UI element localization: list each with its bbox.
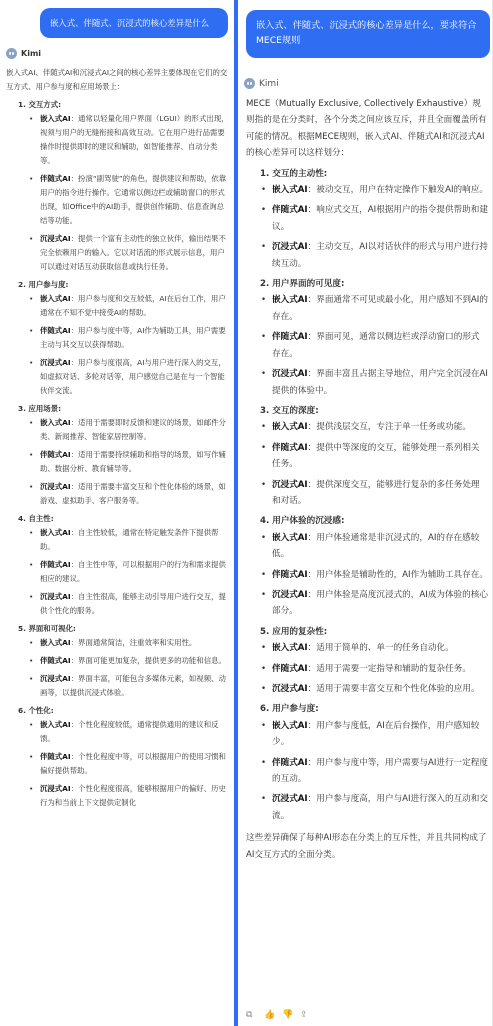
item-lead: 沉浸式AI [272,242,308,253]
item-lead: 嵌入式AI [40,294,71,303]
share-icon[interactable]: ⇪ [300,1010,308,1020]
item-text: ：提供深度交互，能够进行复杂的多任务处理和对话。 [272,479,480,506]
item-text: ：提供一个富有主动性的独立伙伴，输出结果不完全依赖用户的输入。它以对话流的形式展示信息，用户可以通过对话互动获取信息或执行任务。 [40,234,226,271]
list-item [272,292,488,325]
assistant-header [244,78,279,89]
list-item [272,440,488,473]
section-list [246,419,488,509]
list-item [40,112,230,168]
list-item [40,292,230,320]
item-text: ：用户参与度和交互较低，AI在后台工作，用户通常在不知不觉中接受AI的帮助。 [40,294,226,317]
item-text: ：个性化程度中等，可以根据用户的使用习惯和偏好提供帮助。 [40,752,226,775]
item-text: ：用户体验是高度沉浸式的，AI成为体验的核心部分。 [272,589,488,617]
item-lead: 伴随式AI [40,656,71,665]
item-lead: 沉浸式AI [40,784,71,793]
right-conversation-panel [238,0,493,1026]
section-title: 4. 自主性: [18,514,54,523]
item-lead: 嵌入式AI [272,185,308,196]
list-item [40,324,230,352]
item-lead: 嵌入式AI [272,643,308,654]
item-text: ：被动交互，用户在特定操作下触发AI的响应。 [307,185,488,196]
item-lead: 嵌入式AI [272,720,308,731]
item-lead: 嵌入式AI [40,720,71,729]
section-title: 5. 界面和可视化: [18,624,76,633]
section-title: 1. 交互方式: [18,100,62,109]
item-lead: 伴随式AI [272,757,308,768]
list-item [272,587,488,620]
list-item [40,232,230,274]
item-text: ：适用于简单的、单一的任务自动化。 [307,643,454,654]
item-lead: 沉浸式AI [272,589,308,600]
list-item [40,718,230,746]
item-lead: 沉浸式AI [40,358,71,367]
section-title: 2. 用户参与度: [18,280,69,289]
item-lead: 伴随式AI [272,332,308,343]
list-item [272,791,488,824]
list-item [40,558,230,586]
section-list [6,416,230,508]
thumbs-up-icon[interactable]: 👍 [264,1010,276,1020]
list-item [272,530,488,563]
section-list [246,182,488,272]
item-text: ：个性化程度很高，能够根据用户的偏好、历史行为和当前上下文提供定制化 [40,784,226,807]
assistant-name: Kimi [259,78,279,89]
list-item [40,480,230,508]
item-text: ：适用于需要即时反馈和建议的场景，如邮件分类、新闻推荐、智能家居控制等。 [40,418,226,441]
section-title: 3. 交互的深度: [260,405,319,416]
list-item [272,419,488,435]
list-item [40,356,230,398]
kimi-avatar-icon [6,48,17,59]
answer-outro: 这些差异确保了每种AI形态在分类上的互斥性，并且共同构成了AI交互方式的全面分类。 [246,833,487,860]
item-lead: 嵌入式AI [272,532,308,543]
thumbs-down-icon[interactable]: 👎 [282,1010,294,1020]
section-list [246,718,488,824]
list-item [40,416,230,444]
item-lead: 沉浸式AI [40,592,71,601]
item-lead: 伴随式AI [40,450,71,459]
list-item [40,448,230,476]
list-item [272,239,488,272]
item-text: ：界面丰富，可能包含多媒体元素，如视频、动画等，以提供沉浸式体验。 [40,674,226,697]
section-list [6,718,230,810]
answer-intro: 嵌入式AI、伴随式AI和沉浸式AI之间的核心差异主要体现在它们的交互方式、用户参与度和应用场景上： [6,68,228,91]
section-list [6,292,230,398]
section-list [6,636,230,700]
list-item [272,661,488,677]
section-title: 6. 个性化: [18,706,54,715]
assistant-answer [246,96,488,863]
item-text: ：自主性较低，通常在特定触发条件下提供帮助。 [40,528,219,551]
section-list [6,112,230,274]
assistant-answer [6,66,230,814]
item-text: ：适用于需要丰富交互和个性化体验的场景，如游戏、虚拟助手、客户服务等。 [40,482,226,505]
list-item [272,366,488,399]
list-item [272,567,488,583]
item-text: ：界面通常简洁，注重效率和实用性。 [70,638,197,647]
answer-intro: MECE（Mutually Exclusive, Collectively Exhaustive）规则指的是在分类时，各个分类之间应该互斥，并且全面覆盖所有可能的情况。根据MECE规则，嵌入式AI、伴随式AI和沉浸式AI的核心差异可以这样划分： [246,99,487,159]
section-title: 5. 应用的复杂性: [260,626,328,637]
item-lead: 沉浸式AI [272,369,308,380]
item-text: ：用户参与度高，用户与AI进行深入的互动和交流。 [272,794,488,821]
section-list [6,526,230,618]
section-list [246,292,488,398]
item-lead: 嵌入式AI [272,422,308,433]
item-lead: 沉浸式AI [272,794,308,805]
list-item [272,182,488,198]
list-item [40,172,230,228]
assistant-name: Kimi [21,49,42,58]
item-text: ：界面可能更加复杂，提供更多的功能和信息。 [70,656,226,665]
section-list [246,640,488,697]
item-text: ：扮演“副驾驶”的角色，提供建议和帮助，依靠用户的指令进行操作。它通常以侧边栏或辅助窗口的形式出现，如Office中的AI助手，提供创作辅助、信息查询总结等功能。 [40,174,227,225]
item-text: ：用户参与度中等，AI作为辅助工具，用户需要主动与其交互以获得帮助。 [40,326,226,349]
item-text: ：个性化程度较低，通常提供通用的建议和反馈。 [40,720,219,743]
item-text: ：用户体验通常是非沉浸式的，AI的存在感较低。 [272,532,480,560]
item-lead: 嵌入式AI [40,114,71,123]
item-text: ：主动交互，AI以对话伙伴的形式与用户进行持续互动。 [272,242,488,269]
item-lead: 沉浸式AI [40,234,71,243]
item-lead: 嵌入式AI [272,295,308,306]
item-lead: 伴随式AI [272,205,308,216]
list-item [272,755,488,788]
item-lead: 嵌入式AI [40,418,71,427]
list-item [272,329,488,362]
item-lead: 沉浸式AI [272,684,308,694]
copy-icon[interactable]: ⧉ [246,1010,253,1020]
message-actions [246,1010,310,1020]
user-message-bubble: 嵌入式、伴随式、沉浸式的核心差异是什么，要求符合MECE规则 [246,10,490,58]
section-title: 1. 交互的主动性: [260,168,328,179]
item-lead: 伴随式AI [272,442,308,453]
kimi-avatar-icon [244,78,255,89]
list-item [272,202,488,235]
item-text: ：用户体验是辅助性的，AI作为辅助工具存在。 [307,569,488,580]
item-lead: 伴随式AI [272,663,308,674]
item-text: ：界面丰富且占据主导地位，用户完全沉浸在AI提供的体验中。 [272,369,488,396]
section-title: 2. 用户界面的可见度: [260,279,345,290]
item-text: ：提供中等深度的交互，能够处理一系列相关任务。 [272,442,480,470]
list-item [40,636,230,650]
item-lead: 嵌入式AI [40,528,71,537]
list-item [40,782,230,810]
user-message-bubble: 嵌入式、伴随式、沉浸式的核心差异是什么 [40,8,228,38]
list-item [40,672,230,700]
list-item [40,750,230,778]
item-text: ：适用于需要持续辅助和指导的场景，如写作辅助、数据分析、教育辅导等。 [40,450,226,473]
left-conversation-panel [0,0,234,1026]
list-item [40,654,230,668]
item-text: ：自主性中等，可以根据用户的行为和需求提供相应的建议。 [40,560,226,583]
item-text: ：适用于需要一定指导和辅助的复杂任务。 [307,663,471,674]
item-text: ：通常以轻量化用户界面（LGUI）的形式出现，视须与用户的无缝衔接和高效互动。它在用户进行品需要操作时提供即时的建议和辅助，如智能推荐、自动分类等。 [40,114,229,165]
item-lead: 嵌入式AI [40,638,71,647]
item-lead: 伴随式AI [40,560,71,569]
item-lead: 伴随式AI [272,569,308,580]
list-item [40,526,230,554]
item-text: ：用户参与度很高，AI与用户进行深入的交互，如虚拟对话、多轮对话等，用户感觉自己是在与一个智能伙伴交流。 [40,358,226,395]
item-text: ：自主性很高，能够主动引导用户进行交互，提供个性化的服务。 [40,592,226,615]
section-title: 4. 用户体验的沉浸感: [260,516,345,527]
section-list [246,530,488,620]
assistant-header [6,48,41,59]
item-lead: 沉浸式AI [272,479,308,490]
item-lead: 伴随式AI [40,326,71,335]
item-text: ：用户参与度中等，用户需要与AI进行一定程度的互动。 [272,757,488,785]
item-text: ：界面可见，通常以侧边栏或浮动窗口的形式存在。 [272,332,480,359]
list-item [272,477,488,510]
item-text: ：提供浅层交互，专注于单一任务或功能。 [307,422,471,433]
list-item [272,681,488,697]
list-item [272,718,488,751]
section-title: 3. 应用场景: [18,404,62,413]
item-lead: 沉浸式AI [40,674,71,683]
section-title: 6. 用户参与度: [260,704,319,715]
list-item [40,590,230,618]
item-text: ：界面通常不可见或最小化，用户感知不到AI的存在。 [272,295,488,322]
item-text: ：适用于需要丰富交互和个性化体验的应用。 [307,684,480,694]
item-lead: 沉浸式AI [40,482,71,491]
item-text: ：响应式交互，AI根据用户的指令提供帮助和建议。 [272,205,488,232]
item-lead: 伴随式AI [40,752,71,761]
list-item [272,640,488,656]
item-text: ：用户参与度低，AI在后台操作，用户感知较少。 [272,720,480,748]
item-lead: 伴随式AI [40,174,71,183]
